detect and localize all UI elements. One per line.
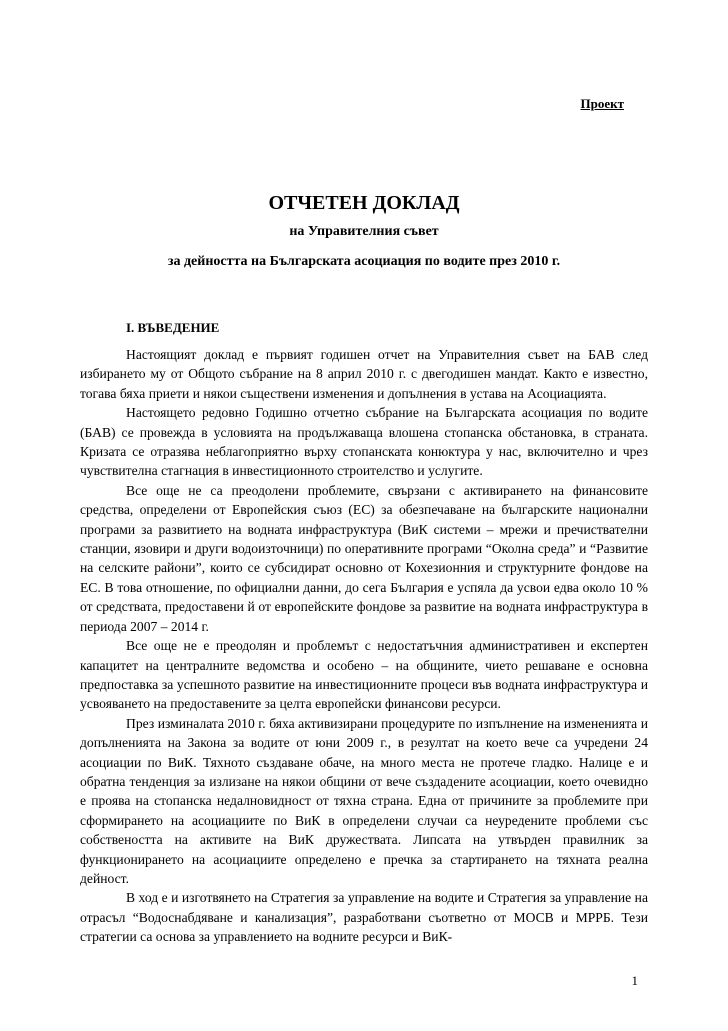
paragraph: В ход е и изготвянето на Стратегия за управление на водите и Стратегия за управление на отрасъл “Водоснабдяване и канализация”, разработвани съответно от МОСВ и МРРБ. Тези стратегии са основа за управлението на водните ресурси и ВиК-: [80, 890, 648, 945]
document-subtitle-scope: за дейността на Българската асоциация по водите през 2010 г.: [167, 254, 561, 269]
paragraph: Все още не са преодолени проблемите, свързани с активирането на финансовите средства, определени от Европейския съюз (ЕС) за обезпечаване на българските национални програми за развитието на водната инфраструктура (ВиК системи – мрежи и пречиствателни станции, язовири и други водоизточници) по оперативните програми “Околна среда” и “Развитие на селските райони”, които се субсидират основно от Кохезионния и структурните фондове на ЕС. В това отношение, по официални данни, до сега България е успяла да усвои едва около 10 % от средствата, предоставени й от европейските фондове за развитие на водната инфраструктура в периода 2007 – 2014 г.: [80, 482, 648, 634]
paragraph: Настоящият доклад е първият годишен отчет на Управителния съвет на БАВ след избирането му от Общото събрание на 8 април 2010 г. с двегодишен мандат. Както е известно, тогава бяха приети и някои съществени изменения и допълнения в устава на Асоциацията.: [80, 347, 648, 401]
page-number: 1: [631, 973, 638, 988]
document-title: ОТЧЕТЕН ДОКЛАД: [268, 192, 460, 214]
paragraph: През изминалата 2010 г. бяха активизирани процедурите по изпълнение на измененията и допълненията на Закона за водите от юни 2009 г., в резултат на което вече са учредени 24 асоциации по ВиК. Тяхното създаване обаче, на много места не протече гладко. Налице е и обратна тенденция за излизане на някои общини от вече създадените асоциации, което очевидно е проява на стопанска недалновидност от тяхна страна. Една от причините за проблемите при сформирането на асоциациите по ВиК в определени случаи са неуредените проблеми със собствеността на активите на ВиК дружествата. Липсата на утвърден правилник за функционирането на асоциациите определено е пречка за стартирането на тяхната реална дейност.: [80, 715, 648, 886]
title-block: [80, 190, 648, 272]
draft-label: Проект: [580, 96, 624, 111]
paragraph: Настоящето редовно Годишно отчетно събрание на Българската асоциация по водите (БАВ) се провежда в условията на продължаваща влошена стопанска обстановка, в страната. Кризата се отразява неблагоприятно върху стопанската конюктура у нас, включително и чрез чувствителна стагнация в инвестиционното строителство и услугите.: [80, 405, 648, 479]
paragraph: Все още не е преодолян и проблемът с недостатъчния административен и експертен капацитет на централните ведомства и особено – на общините, чието решаване е основна предпоставка за успешното развитие на инвестиционните процеси във водната инфраструктура и усвояването на предоставените за целта европейски финансови ресурси.: [80, 638, 648, 712]
document-subtitle: на Управителния съвет: [289, 224, 439, 239]
body-text: [80, 345, 648, 947]
section-heading: I. ВЪВЕДЕНИЕ: [126, 320, 220, 335]
